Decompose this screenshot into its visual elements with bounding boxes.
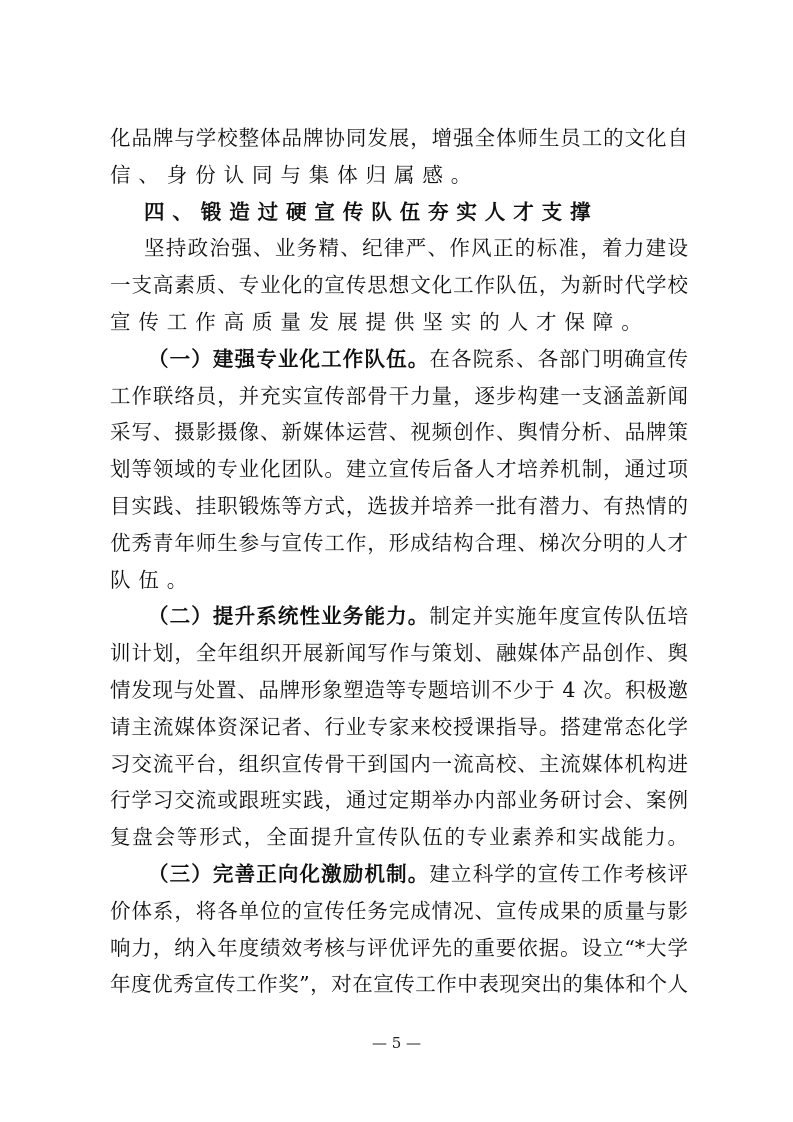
text-line: 队伍。 [110,567,196,592]
text-line: 工作联络员，并充实宣传部骨干力量，逐步构建一支涵盖新闻 [110,383,688,408]
document-body [110,120,688,1003]
text-line: 采写、摄影摄像、新媒体运营、视频创作、舆情分析、品牌策 [110,420,688,445]
text-line: 目实践、挂职锻炼等方式，选拔并培养一批有潜力、有热情的 [110,493,688,518]
text-line: 划等领域的专业化团队。建立宣传后备人才培养机制，通过项 [110,457,688,482]
text-line: 信、身份认同与集体归属感。 [110,162,480,187]
page-number: — 5 — [371,1034,422,1052]
text-line: 坚持政治强、业务精、纪律严、作风正的标准，着力建设 [144,236,688,261]
text-line: 复盘会等形式，全面提升宣传队伍的专业素养和实战能力。 [110,825,688,850]
text-line: 一支高素质、专业化的宣传思想文化工作队伍，为新时代学校 [110,273,688,298]
subsection-line [110,341,688,378]
text-span: 在各院系、各部门明确宣传 [429,346,689,371]
text-line: 价体系，将各单位的宣传任务完成情况、宣传成果的质量与影 [110,898,688,923]
subsection-title: （一）建强专业化工作队伍。 [148,346,430,371]
text-line: 习交流平台，组织宣传骨干到国内一流高校、主流媒体机构进 [110,751,688,776]
text-line: 响力，纳入年度绩效考核与评优评先的重要依据。设立“*大学 [110,935,688,960]
section-heading: 四、锻造过硬宣传队伍夯实人才支撑 [144,199,599,224]
text-line: 年度优秀宣传工作奖”，对在宣传工作中表现突出的集体和个人 [110,972,688,997]
subsection-line [110,856,688,893]
text-line: 情发现与处置、品牌形象塑造等专题培训不少于 4 次。积极邀 [110,677,688,702]
text-span: 制定并实施年度宣传队伍培 [429,604,689,629]
subsection-title: （三）完善正向化激励机制。 [148,861,430,886]
text-span: 建立科学的宣传工作考核评 [429,861,689,886]
text-line: 化品牌与学校整体品牌协同发展，增强全体师生员工的文化自 [110,126,688,150]
text-line: 请主流媒体资深记者、行业专家来校授课指导。搭建常态化学 [110,714,688,739]
text-line: 优秀青年师生参与宣传工作，形成结构合理、梯次分明的人才 [110,530,688,555]
subsection-line [110,598,688,635]
subsection-title: （二）提升系统性业务能力。 [148,604,430,629]
text-line: 训计划，全年组织开展新闻写作与策划、融媒体产品创作、舆 [110,641,688,666]
text-line: 行学习交流或跟班实践，通过定期举办内部业务研讨会、案例 [110,788,688,813]
text-line: 宣传工作高质量发展提供坚实的人才保障。 [110,309,650,334]
